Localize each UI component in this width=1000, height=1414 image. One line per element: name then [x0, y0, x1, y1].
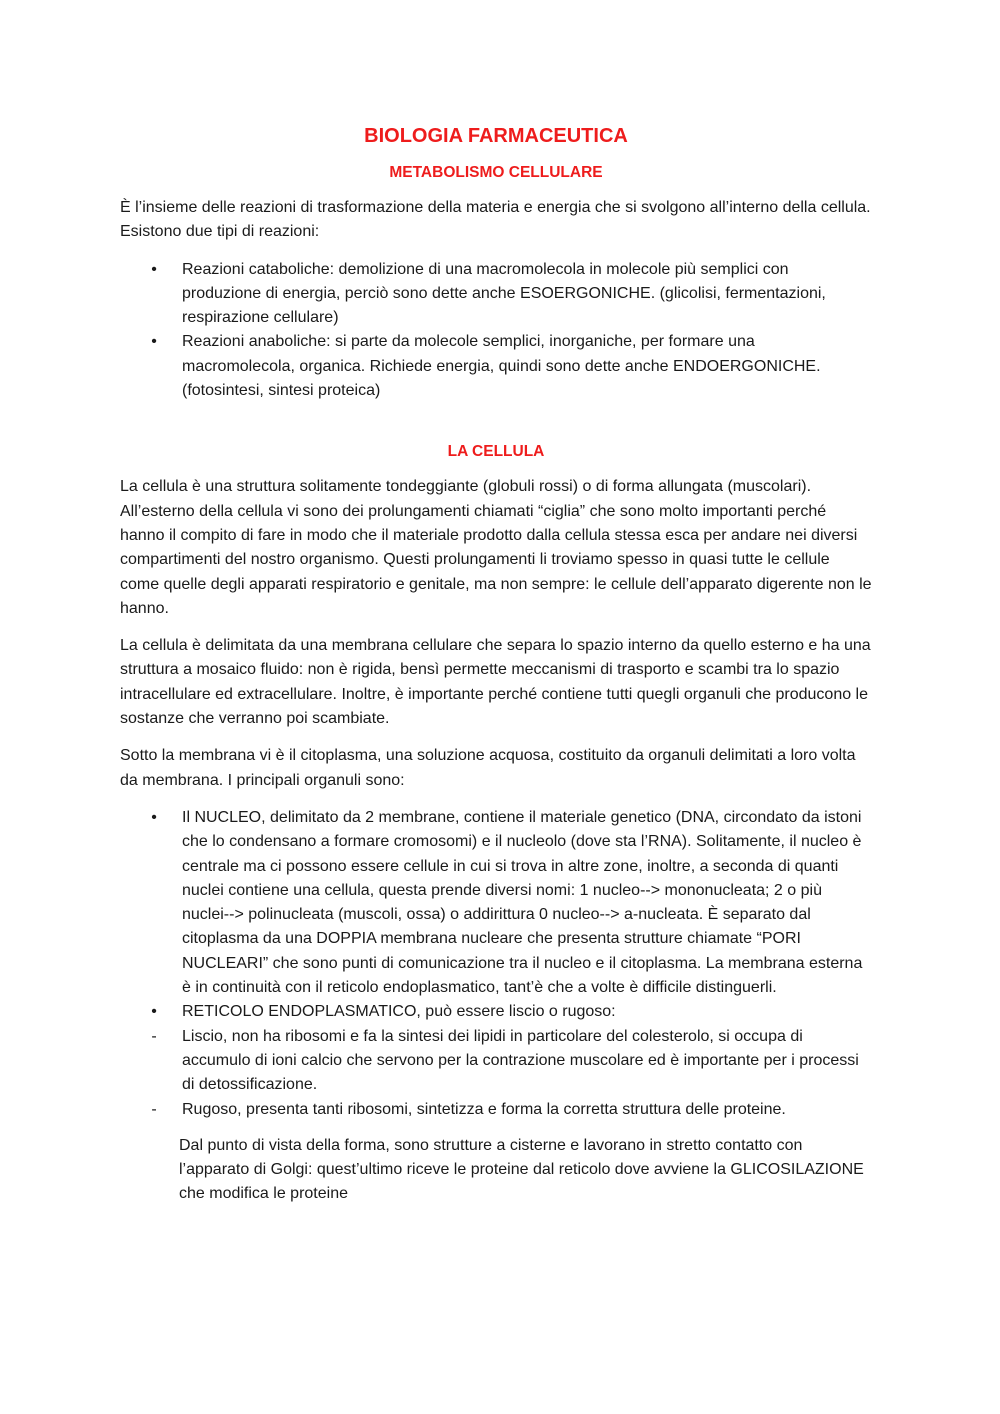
list-item-text: Rugoso, presenta tanti ribosomi, sintetizza e forma la corretta struttura delle proteine. [182, 1100, 786, 1118]
list-item-cataboliche [120, 258, 872, 331]
heading-metabolismo: METABOLISMO CELLULARE [389, 164, 603, 181]
cellula-paragraph-3: Sotto la membrana vi è il citoplasma, una soluzione acquosa, costituito da organuli delimitati a loro volta da membrana. I principali organuli sono: [120, 747, 856, 789]
list-item-reticolo [120, 1000, 872, 1024]
organuli-list [120, 806, 872, 1122]
bullet-marker: • [151, 1003, 157, 1021]
cellula-closing-paragraph: Dal punto di vista della forma, sono strutture a cisterne e lavorano in stretto contatto con l’apparato di Golgi: quest’ultimo riceve le proteine dal reticolo dove avviene la GLICOSILAZIONE che modifica le proteine [179, 1136, 864, 1203]
list-item-text: Il NUCLEO, delimitato da 2 membrane, contiene il materiale genetico (DNA, circondato da istoni che lo condensano a formare cromosomi) e il nucleolo (dove sta l’RNA). Solitamente, il nucleo è centrale ma ci possono essere cellule in cui si trova in altre zone, inoltre, a seconda di quanti nuclei contiene una cellula, questa prende diversi nomi: 1 nucleo--> mononucleata; 2 o più nuclei--> polinucleata (muscoli, ossa) o addirittura 0 nucleo--> a-nucleata. È separato dal citoplasma da una DOPPIA membrana nucleare che presenta strutture chiamate “PORI NUCLEARI” che sono punti di comunicazione tra il nucleo e il citoplasma. La membrana esterna è in continuità con il reticolo endoplasmatico, tant’è che a volte è difficile distinguerli. [182, 808, 863, 997]
dash-marker: - [151, 1100, 157, 1118]
bullet-marker: • [151, 808, 157, 826]
metabolismo-intro: È l’insieme delle reazioni di trasformazione della materia e energia che si svolgono all’interno della cellula. Esistono due tipi di reazioni: [120, 199, 871, 241]
list-item-nucleo [120, 806, 872, 1000]
dash-marker: - [151, 1027, 157, 1045]
reazioni-list [120, 258, 872, 404]
list-item-text: RETICOLO ENDOPLASMATICO, può essere liscio o rugoso: [182, 1003, 616, 1021]
list-item-text: Reazioni cataboliche: demolizione di una macromolecola in molecole più semplici con produzione di energia, perciò sono dette anche ESOERGONICHE. (glicolisi, fermentazioni, respirazione cellulare) [182, 260, 826, 327]
list-item-rugoso [120, 1098, 872, 1122]
document-title: BIOLOGIA FARMACEUTICA [364, 125, 628, 147]
list-item-liscio [120, 1025, 872, 1098]
heading-cellula: LA CELLULA [447, 443, 545, 461]
cellula-paragraph-2: La cellula è delimitata da una membrana cellulare che separa lo spazio interno da quello esterno e ha una struttura a mosaico fluido: non è rigida, bensì permette meccanismi di trasporto e scambi tra lo spazio intracellulare ed extracellulare. Inoltre, è importante perché contiene tutti quegli organuli che producono le sostanze che verranno poi scambiate. [120, 637, 871, 728]
list-item-text: Reazioni anaboliche: si parte da molecole semplici, inorganiche, per formare una macromolecola, organica. Richiede energia, quindi sono dette anche ENDOERGONICHE. (fotosintesi, sintesi proteica) [182, 333, 821, 400]
bullet-marker: • [151, 333, 157, 351]
cellula-paragraph-1: La cellula è una struttura solitamente tondeggiante (globuli rossi) o di forma allungata (muscolari). All’esterno della cellula vi sono dei prolungamenti chiamati “ciglia” che sono molto importanti perché hanno il compito di fare in modo che il materiale prodotto dalla cellula stessa esca per andare nei diversi compartimenti del nostro organismo. Questi prolungamenti li troviamo spesso in quasi tutte le cellule come quelle degli apparati respiratorio e genitale, ma non sempre: le cellule dell’apparato digerente non le hanno. [120, 478, 872, 617]
bullet-marker: • [151, 260, 157, 278]
list-item-anaboliche [120, 330, 872, 403]
list-item-text: Liscio, non ha ribosomi e fa la sintesi dei lipidi in particolare del colesterolo, si occupa di accumulo di ioni calcio che servono per la contrazione muscolare ed è importante per i processi di detossificazione. [182, 1027, 859, 1094]
